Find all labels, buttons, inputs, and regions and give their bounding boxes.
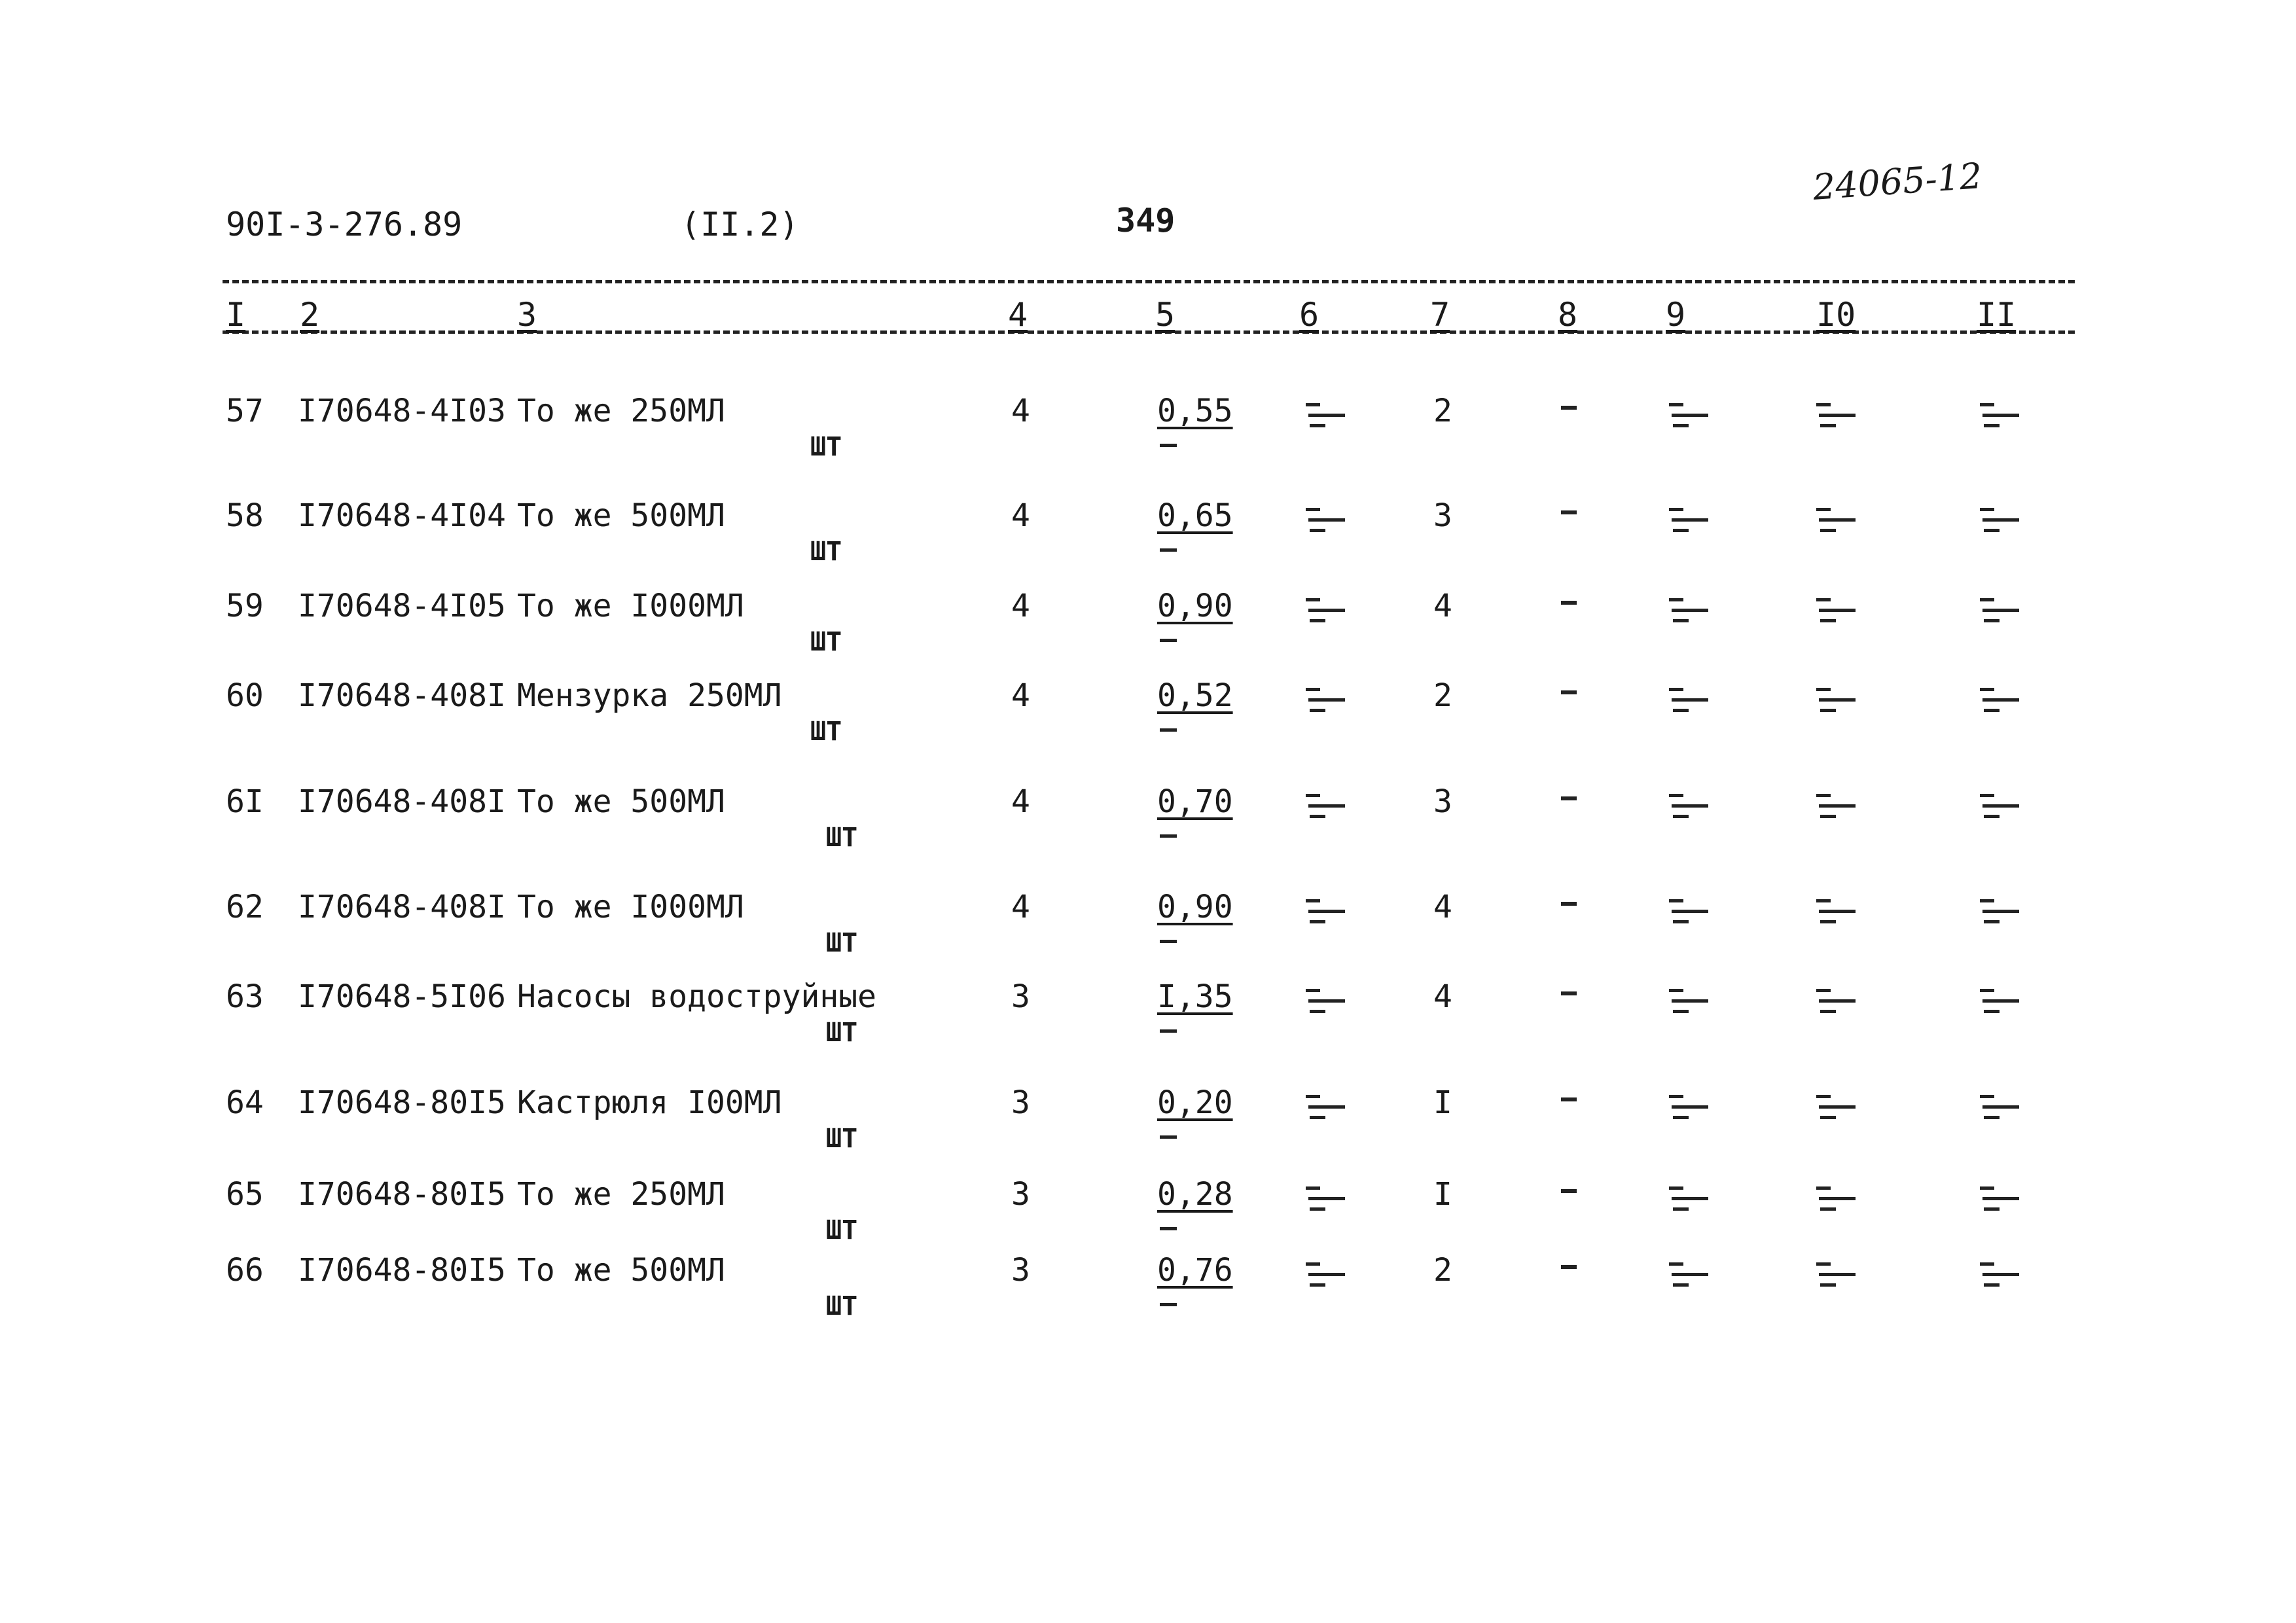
row-number: 6I: [226, 783, 264, 820]
item-price: 0,90: [1157, 588, 1233, 624]
item-price: 0,55: [1157, 393, 1233, 429]
page-number: 349: [1116, 202, 1175, 240]
ditto-mark-col11: [1980, 596, 2019, 624]
header-bottom-rule: [223, 330, 2075, 334]
item-name: То же 500МЛ: [517, 497, 725, 534]
table-row: [0, 1252, 2296, 1344]
item-col7-value: 4: [1433, 588, 1452, 624]
item-unit: ШТ: [826, 823, 858, 853]
item-col7-value: 2: [1433, 393, 1452, 429]
column-header-1: I: [226, 296, 246, 334]
handwritten-code: 24065-12: [1811, 155, 1984, 208]
item-name: Кастрюля I00МЛ: [517, 1084, 782, 1121]
item-quantity: 4: [1011, 889, 1030, 925]
ditto-mark-col6: [1306, 1260, 1345, 1289]
col8-dash: [1561, 796, 1577, 800]
column-header-8: 8: [1558, 296, 1578, 334]
ditto-mark-col11: [1980, 897, 2019, 925]
item-name: То же I000МЛ: [517, 889, 744, 925]
ditto-mark-col6: [1306, 1184, 1345, 1213]
item-price: 0,76: [1157, 1252, 1233, 1289]
ditto-mark-col11: [1980, 1260, 2019, 1289]
ditto-mark-col11: [1980, 1092, 2019, 1121]
ditto-mark-col6: [1306, 505, 1345, 534]
ditto-mark-col9: [1669, 401, 1708, 429]
item-name: То же 500МЛ: [517, 783, 725, 820]
item-quantity: 4: [1011, 783, 1030, 820]
row-number: 59: [226, 588, 264, 624]
item-col7-value: I: [1433, 1176, 1452, 1213]
price-sub-dash: [1160, 1135, 1177, 1139]
price-sub-dash: [1160, 548, 1177, 552]
col8-dash: [1561, 1265, 1577, 1269]
item-quantity: 4: [1011, 588, 1030, 624]
item-name: Мензурка 250МЛ: [517, 677, 782, 714]
item-quantity: 3: [1011, 1252, 1030, 1289]
item-name: То же 500МЛ: [517, 1252, 725, 1289]
col8-dash: [1561, 1097, 1577, 1101]
item-code: I70648-80I5: [298, 1176, 506, 1213]
ditto-mark-col10: [1816, 401, 1856, 429]
price-sub-dash: [1160, 1227, 1177, 1230]
item-code: I70648-4I04: [298, 497, 506, 534]
ditto-mark-col6: [1306, 1092, 1345, 1121]
col8-dash: [1561, 902, 1577, 906]
row-number: 64: [226, 1084, 264, 1121]
col8-dash: [1561, 1189, 1577, 1193]
item-unit: ШТ: [826, 1018, 858, 1048]
price-sub-dash: [1160, 940, 1177, 943]
item-code: I70648-5I06: [298, 978, 506, 1015]
price-sub-dash: [1160, 1303, 1177, 1306]
header-top-rule: [223, 280, 2075, 283]
item-name: То же I000МЛ: [517, 588, 744, 624]
ditto-mark-col10: [1816, 1260, 1856, 1289]
item-code: I70648-408I: [298, 889, 506, 925]
table-row: [0, 393, 2296, 484]
item-name: То же 250МЛ: [517, 1176, 725, 1213]
item-code: I70648-80I5: [298, 1084, 506, 1121]
ditto-mark-col11: [1980, 1184, 2019, 1213]
col8-dash: [1561, 406, 1577, 410]
item-code: I70648-4I03: [298, 393, 506, 429]
column-header-9: 9: [1666, 296, 1686, 334]
col8-dash: [1561, 510, 1577, 514]
item-col7-value: 2: [1433, 1252, 1452, 1289]
table-row: [0, 978, 2296, 1070]
section-number: (II.2): [681, 205, 799, 243]
ditto-mark-col10: [1816, 1184, 1856, 1213]
table-row: [0, 588, 2296, 679]
ditto-mark-col10: [1816, 986, 1856, 1015]
price-sub-dash: [1160, 1029, 1177, 1033]
price-sub-dash: [1160, 834, 1177, 838]
ditto-mark-col6: [1306, 986, 1345, 1015]
ditto-mark-col6: [1306, 897, 1345, 925]
item-price: 0,70: [1157, 783, 1233, 820]
row-number: 57: [226, 393, 264, 429]
row-number: 58: [226, 497, 264, 534]
ditto-mark-col10: [1816, 1092, 1856, 1121]
ditto-mark-col6: [1306, 596, 1345, 624]
item-unit: ШТ: [826, 1215, 858, 1245]
ditto-mark-col9: [1669, 897, 1708, 925]
ditto-mark-col6: [1306, 791, 1345, 820]
item-unit: ШТ: [826, 1124, 858, 1154]
item-col7-value: 4: [1433, 889, 1452, 925]
table-row: [0, 1084, 2296, 1176]
ditto-mark-col10: [1816, 791, 1856, 820]
ditto-mark-col11: [1980, 986, 2019, 1015]
item-unit: ШТ: [810, 627, 842, 657]
item-quantity: 4: [1011, 497, 1030, 534]
item-unit: ШТ: [810, 537, 842, 567]
ditto-mark-col9: [1669, 1260, 1708, 1289]
row-number: 60: [226, 677, 264, 714]
item-code: I70648-80I5: [298, 1252, 506, 1289]
item-price: 0,90: [1157, 889, 1233, 925]
item-code: I70648-408I: [298, 677, 506, 714]
item-code: I70648-408I: [298, 783, 506, 820]
ditto-mark-col9: [1669, 596, 1708, 624]
item-price: 0,65: [1157, 497, 1233, 534]
item-price: 0,52: [1157, 677, 1233, 714]
column-header-10: I0: [1816, 296, 1856, 334]
item-unit: ШТ: [826, 928, 858, 958]
ditto-mark-col10: [1816, 897, 1856, 925]
item-price: 0,20: [1157, 1084, 1233, 1121]
item-price: 0,28: [1157, 1176, 1233, 1213]
item-quantity: 3: [1011, 1084, 1030, 1121]
ditto-mark-col10: [1816, 505, 1856, 534]
item-col7-value: 2: [1433, 677, 1452, 714]
ditto-mark-col6: [1306, 685, 1345, 714]
column-header-2: 2: [300, 296, 320, 334]
ditto-mark-col9: [1669, 986, 1708, 1015]
item-unit: ШТ: [810, 432, 842, 462]
ditto-mark-col9: [1669, 505, 1708, 534]
table-row: [0, 783, 2296, 875]
item-price: I,35: [1157, 978, 1233, 1015]
table-row: [0, 497, 2296, 589]
col8-dash: [1561, 991, 1577, 995]
ditto-mark-col10: [1816, 596, 1856, 624]
item-quantity: 3: [1011, 978, 1030, 1015]
item-col7-value: I: [1433, 1084, 1452, 1121]
column-header-5: 5: [1155, 296, 1175, 334]
item-name: Насосы водоструйные: [517, 978, 877, 1015]
col8-dash: [1561, 690, 1577, 694]
ditto-mark-col9: [1669, 685, 1708, 714]
table-row: [0, 677, 2296, 769]
item-name: То же 250МЛ: [517, 393, 725, 429]
column-header-6: 6: [1299, 296, 1319, 334]
ditto-mark-col10: [1816, 685, 1856, 714]
ditto-mark-col9: [1669, 1184, 1708, 1213]
item-code: I70648-4I05: [298, 588, 506, 624]
ditto-mark-col9: [1669, 791, 1708, 820]
column-header-4: 4: [1008, 296, 1028, 334]
row-number: 62: [226, 889, 264, 925]
column-header-3: 3: [517, 296, 537, 334]
price-sub-dash: [1160, 444, 1177, 447]
column-header-11: II: [1977, 296, 2017, 334]
column-header-7: 7: [1430, 296, 1450, 334]
item-col7-value: 3: [1433, 783, 1452, 820]
price-sub-dash: [1160, 728, 1177, 732]
table-row: [0, 889, 2296, 980]
item-quantity: 4: [1011, 393, 1030, 429]
ditto-mark-col11: [1980, 505, 2019, 534]
col8-dash: [1561, 601, 1577, 605]
row-number: 66: [226, 1252, 264, 1289]
item-quantity: 3: [1011, 1176, 1030, 1213]
price-sub-dash: [1160, 639, 1177, 642]
row-number: 63: [226, 978, 264, 1015]
ditto-mark-col9: [1669, 1092, 1708, 1121]
item-quantity: 4: [1011, 677, 1030, 714]
ditto-mark-col11: [1980, 791, 2019, 820]
ditto-mark-col6: [1306, 401, 1345, 429]
item-unit: ШТ: [810, 717, 842, 747]
row-number: 65: [226, 1176, 264, 1213]
ditto-mark-col11: [1980, 685, 2019, 714]
document-number: 90I-3-276.89: [226, 205, 463, 243]
item-unit: ШТ: [826, 1291, 858, 1321]
ditto-mark-col11: [1980, 401, 2019, 429]
item-col7-value: 3: [1433, 497, 1452, 534]
item-col7-value: 4: [1433, 978, 1452, 1015]
